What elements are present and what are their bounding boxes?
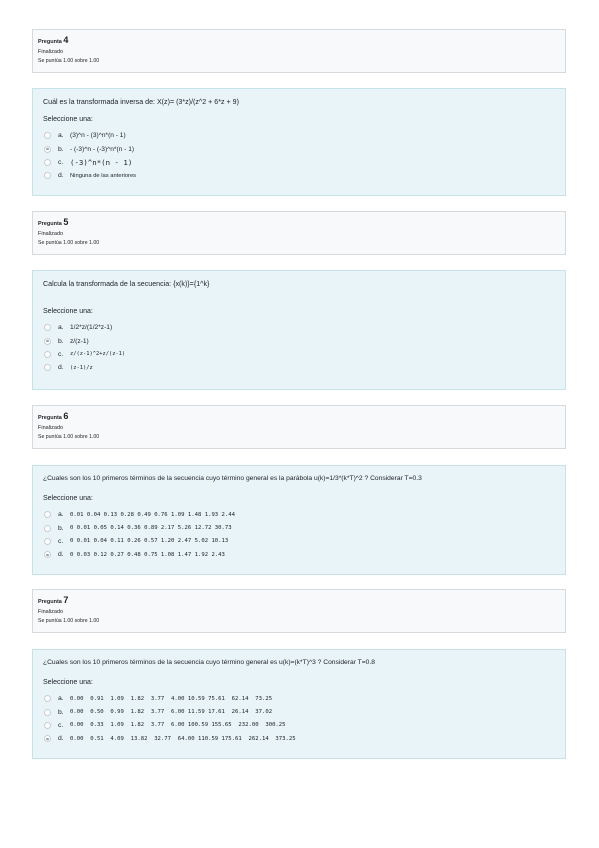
option-letter: a. xyxy=(58,324,64,332)
question-grade: Se puntúa 1.00 sobre 1.00 xyxy=(38,240,100,246)
answer-option-a[interactable] xyxy=(43,129,555,142)
option-letter: b. xyxy=(58,524,64,532)
option-letter: c. xyxy=(58,158,64,166)
answer-option-c[interactable] xyxy=(43,535,555,548)
question-content-5 xyxy=(32,270,566,390)
option-letter: c. xyxy=(58,537,64,545)
answer-option-a[interactable] xyxy=(43,321,555,334)
answer-prompt: Seleccione una: xyxy=(43,679,93,686)
radio-button-checked[interactable] xyxy=(44,146,51,153)
answer-option-b[interactable] xyxy=(43,142,555,155)
answer-option-d[interactable] xyxy=(43,169,555,182)
radio-button[interactable] xyxy=(44,351,51,358)
question-state: Finalizado xyxy=(38,49,64,55)
answer-list xyxy=(43,129,555,183)
option-text: 0.01 0.04 0.13 0.28 0.49 0.76 1.09 1.48 1.93 2.44 xyxy=(70,511,236,518)
answer-prompt: Seleccione una: xyxy=(43,495,93,502)
answer-option-b[interactable] xyxy=(43,334,555,347)
option-text: Ninguna de las anteriores xyxy=(70,172,137,179)
option-text: 0.00 0.50 0.99 1.82 3.77 6.00 11.59 17.61 26.14 37.02 xyxy=(70,709,273,716)
question-grade: Se puntúa 1.00 sobre 1.00 xyxy=(38,58,100,64)
option-text: 0.00 0.91 1.09 1.82 3.77 4.00 10.59 75.61 62.14 73.25 xyxy=(70,695,273,702)
radio-button[interactable] xyxy=(44,525,51,532)
radio-button[interactable] xyxy=(44,511,51,518)
answer-option-a[interactable] xyxy=(43,508,555,521)
question-text: Calcula la transformada de la secuencia: {x(k)}={1^k} xyxy=(43,280,210,288)
question-info-4 xyxy=(32,29,566,73)
answer-option-a[interactable] xyxy=(43,692,555,705)
question-content-4 xyxy=(32,88,566,196)
radio-button-checked[interactable] xyxy=(44,735,51,742)
question-state: Finalizado xyxy=(38,425,64,431)
option-letter: d. xyxy=(58,172,64,180)
option-letter: a. xyxy=(58,511,64,519)
question-text: Cuál es la transformada inversa de: X(z)= (3*z)/(z^2 + 6*z + 9) xyxy=(43,98,239,106)
option-letter: b. xyxy=(58,708,64,716)
option-text: 0 0.03 0.12 0.27 0.48 0.75 1.08 1.47 1.92 2.43 xyxy=(70,551,225,558)
option-text: 1/2*z/(1/2*z-1) xyxy=(70,324,113,332)
option-letter: b. xyxy=(58,145,64,153)
question-text: ¿Cuales son los 10 primeros términos de la secuencia cuyo término general es u(k)=(k*T)^3 ? Considerar T=0.8 xyxy=(43,659,375,666)
question-state: Finalizado xyxy=(38,231,64,237)
radio-button[interactable] xyxy=(44,324,51,331)
radio-button[interactable] xyxy=(44,132,51,139)
question-number: 5 xyxy=(63,217,69,227)
option-letter: d. xyxy=(58,735,64,743)
radio-button-checked[interactable] xyxy=(44,338,51,345)
answer-option-d[interactable] xyxy=(43,548,555,561)
option-letter: b. xyxy=(58,337,64,345)
question-number: 7 xyxy=(63,595,69,605)
radio-button-checked[interactable] xyxy=(44,551,51,558)
radio-button[interactable] xyxy=(44,159,51,166)
question-label: Pregunta xyxy=(38,39,62,45)
question-label: Pregunta xyxy=(38,415,62,421)
option-letter: c. xyxy=(58,721,64,729)
option-text: 0.00 0.51 4.09 13.82 32.77 64.00 110.59 175.61 262.14 373.25 xyxy=(70,735,296,742)
option-letter: a. xyxy=(58,132,64,140)
question-number-label xyxy=(38,218,560,229)
answer-prompt: Seleccione una: xyxy=(43,308,93,315)
answer-prompt: Seleccione una: xyxy=(43,116,93,123)
question-grade: Se puntúa 1.00 sobre 1.00 xyxy=(38,434,100,440)
option-text: 0 0.01 0.05 0.14 0.36 0.89 2.17 5.26 12.72 30.73 xyxy=(70,525,232,532)
option-text: - (-3)^n - (-3)^n*(n - 1) xyxy=(70,145,135,153)
answer-option-b[interactable] xyxy=(43,705,555,718)
radio-button[interactable] xyxy=(44,709,51,716)
question-number-label xyxy=(38,412,560,423)
question-grade: Se puntúa 1.00 sobre 1.00 xyxy=(38,618,100,624)
question-number-label xyxy=(38,36,560,47)
answer-list xyxy=(43,692,555,746)
answer-option-c[interactable] xyxy=(43,348,555,361)
answer-option-d[interactable] xyxy=(43,732,555,745)
question-info-5 xyxy=(32,211,566,255)
answer-option-c[interactable] xyxy=(43,156,555,169)
question-label: Pregunta xyxy=(38,599,62,605)
option-text: (z-1)/z xyxy=(70,364,93,371)
option-text: (-3)^n*(n - 1) xyxy=(70,157,133,167)
radio-button[interactable] xyxy=(44,722,51,729)
radio-button[interactable] xyxy=(44,538,51,545)
question-number: 4 xyxy=(63,35,69,45)
question-number-label xyxy=(38,596,560,607)
answer-list xyxy=(43,508,555,562)
answer-option-b[interactable] xyxy=(43,521,555,534)
option-text: 0 0.01 0.04 0.11 0.26 0.57 1.20 2.47 5.02 10.13 xyxy=(70,538,229,545)
question-info-6 xyxy=(32,405,566,449)
question-content-6 xyxy=(32,465,566,575)
option-text: z/(z-1) xyxy=(70,337,89,345)
option-letter: c. xyxy=(58,350,64,358)
radio-button[interactable] xyxy=(44,364,51,371)
question-state: Finalizado xyxy=(38,609,64,615)
question-text: ¿Cuales son los 10 primeros términos de la secuencia cuyo término general es la parábola u(k)=1/3*(k*T)^2 ? Considerar T=0.3 xyxy=(43,475,422,482)
option-letter: a. xyxy=(58,695,64,703)
answer-list xyxy=(43,321,555,375)
option-text: z/(z-1)^2+z/(z-1) xyxy=(70,351,126,358)
option-letter: d. xyxy=(58,551,64,559)
answer-option-c[interactable] xyxy=(43,719,555,732)
option-letter: d. xyxy=(58,364,64,372)
question-number: 6 xyxy=(63,411,69,421)
question-label: Pregunta xyxy=(38,221,62,227)
question-content-7 xyxy=(32,649,566,759)
answer-option-d[interactable] xyxy=(43,361,555,374)
radio-button[interactable] xyxy=(44,695,51,702)
question-info-7 xyxy=(32,589,566,633)
radio-button[interactable] xyxy=(44,172,51,179)
option-text: (3)^n - (3)^n*(n - 1) xyxy=(70,132,126,140)
option-text: 0.00 0.33 1.09 1.82 3.77 6.00 100.59 155.65 232.00 300.25 xyxy=(70,722,286,729)
